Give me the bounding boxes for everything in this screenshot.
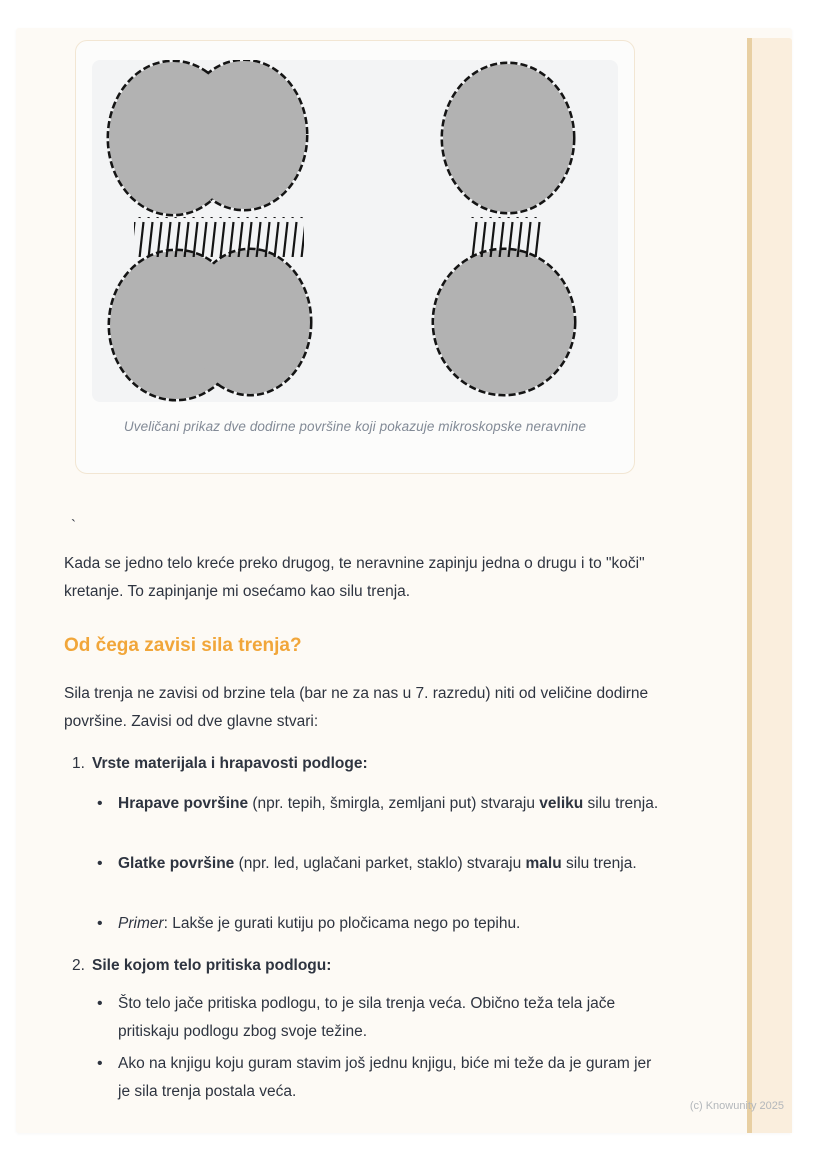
list-item: • Ako na knjigu koju guram stavim još jednu knjigu, biće mi teže da je guram jer je sila trenja postala veća. xyxy=(118,1050,666,1106)
microscopic-surfaces-illustration xyxy=(92,60,618,402)
list-item: • Hrapave površine (npr. tepih, šmirgla, zemljani put) stvaraju veliku silu trenja. xyxy=(118,790,666,818)
list-item: • Primer: Lakše je gurati kutiju po pločicama nego po tepihu. xyxy=(118,910,666,938)
list-item: • Glatke površine (npr. led, uglačani parket, staklo) stvaraju malu silu trenja. xyxy=(118,850,666,878)
list-item: • Što telo jače pritiska podlogu, to je sila trenja veća. Obično teža tela jače pritiskaju podlogu zbog svoje težine. xyxy=(118,990,666,1046)
figure-card xyxy=(75,40,635,474)
page-edge-band xyxy=(747,38,792,1133)
contact-hatching-right xyxy=(470,217,542,257)
numbered-item-2 xyxy=(72,952,692,980)
section-heading: Od čega zavisi sila trenja? xyxy=(64,635,302,656)
copyright-watermark: (c) Knowunity 2025 xyxy=(689,1100,784,1112)
paragraph-factors: Sila trenja ne zavisi od brzine tela (bar ne za nas u 7. razredu) niti od veličine dodirne površine. Zavisi od dve glavne stvari: xyxy=(64,685,649,730)
document-page xyxy=(16,28,792,1133)
figure-caption: Uveličani prikaz dve dodirne površine koji pokazuje mikroskopske neravnine xyxy=(123,419,587,434)
stray-backtick: ` xyxy=(71,517,76,534)
numbered-item-1 xyxy=(72,750,692,778)
item-number: 2. xyxy=(72,957,85,974)
item-title: Sile kojom telo pritiska podlogu: xyxy=(92,957,332,974)
paragraph-intro: Kada se jedno telo kreće preko drugog, te neravnine zapinju jedna o drugu i to "koči" kretanje. To zapinjanje mi osećamo kao silu trenja. xyxy=(64,555,645,600)
item-title: Vrste materijala i hrapavosti podloge: xyxy=(92,755,368,772)
figure-illustration xyxy=(92,60,618,402)
item-number: 1. xyxy=(72,755,85,772)
contact-hatching-left xyxy=(134,217,304,257)
